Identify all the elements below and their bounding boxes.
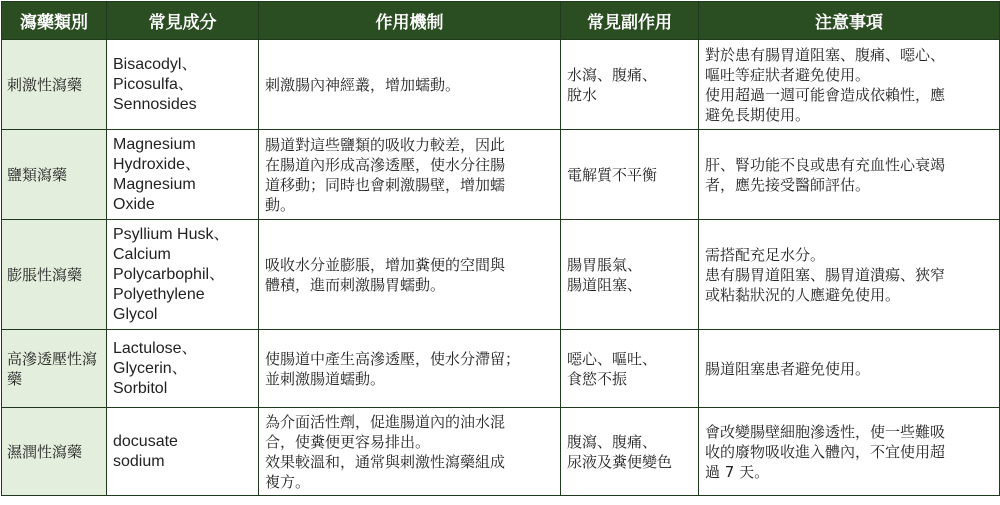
header-side-effects: 常見副作用 xyxy=(561,2,699,40)
notes-cell xyxy=(699,130,1000,220)
ingredient-line: Picosulfa、 xyxy=(113,75,194,93)
table-row xyxy=(2,130,1000,220)
side-effect-line: 腸胃脹氣、 xyxy=(567,255,643,274)
side-effect-line: 尿液及糞便變色 xyxy=(567,452,673,471)
ingredient-line: docusate xyxy=(113,432,178,450)
category-cell: 鹽類瀉藥 xyxy=(2,130,107,220)
notes-line: 避免長期使用。 xyxy=(705,105,811,124)
ingredients-cell xyxy=(107,330,259,408)
ingredient-line: Hydroxide、 xyxy=(113,155,202,173)
mechanism-line: 使腸道中產生高滲透壓，使水分滯留； xyxy=(265,349,521,368)
laxative-comparison-table xyxy=(1,1,1000,496)
ingredients-cell xyxy=(107,220,259,330)
mechanism-cell xyxy=(259,40,561,130)
ingredient-line: Bisacodyl、 xyxy=(113,55,198,73)
ingredient-line: Magnesium xyxy=(113,175,196,193)
mechanism-cell xyxy=(259,408,561,496)
side-effects-cell xyxy=(561,130,699,220)
notes-cell xyxy=(699,40,1000,130)
notes-line: 收的廢物吸收進入體內，不宜使用超 xyxy=(705,442,946,461)
table-row xyxy=(2,330,1000,408)
ingredient-line: Calcium xyxy=(113,245,171,263)
ingredients-cell xyxy=(107,408,259,496)
notes-line: 者，應先接受醫師評估。 xyxy=(705,175,871,194)
ingredient-line: Glycerin、 xyxy=(113,359,188,377)
notes-line: 患有腸胃道阻塞、腸胃道潰瘍、狹窄 xyxy=(705,265,946,284)
notes-line: 對於患有腸胃道阻塞、腹痛、噁心、 xyxy=(705,45,946,64)
ingredient-line: Polycarbophil、 xyxy=(113,265,226,283)
ingredient-line: Sennosides xyxy=(113,95,197,113)
notes-cell xyxy=(699,330,1000,408)
notes-line: 使用超過一週可能會造成依賴性，應 xyxy=(705,85,946,104)
side-effects-cell xyxy=(561,330,699,408)
notes-line: 會改變腸壁細胞滲透性，使一些難吸 xyxy=(705,422,946,441)
table-body xyxy=(2,40,1000,496)
header-row xyxy=(2,2,1000,40)
ingredient-line: Polyethylene xyxy=(113,285,205,303)
header-ingredients: 常見成分 xyxy=(107,2,259,40)
ingredient-line: Sorbitol xyxy=(113,379,168,397)
table-row xyxy=(2,220,1000,330)
side-effect-line: 腹瀉、腹痛、 xyxy=(567,432,658,451)
category-cell: 刺激性瀉藥 xyxy=(2,40,107,130)
ingredient-line: Lactulose、 xyxy=(113,339,198,357)
side-effect-line: 脫水 xyxy=(567,85,598,104)
mechanism-cell xyxy=(259,220,561,330)
mechanism-line: 刺激腸內神經叢，增加蠕動。 xyxy=(265,75,461,94)
category-cell: 膨脹性瀉藥 xyxy=(2,220,107,330)
notes-cell xyxy=(699,408,1000,496)
category-cell: 濕潤性瀉藥 xyxy=(2,408,107,496)
ingredient-line: sodium xyxy=(113,452,165,470)
side-effect-line: 水瀉、腹痛、 xyxy=(567,65,658,84)
ingredients-cell xyxy=(107,130,259,220)
notes-line: 過 7 天。 xyxy=(705,462,770,481)
side-effect-line: 腸道阻塞、 xyxy=(567,275,643,294)
mechanism-line: 在腸道內形成高滲透壓，使水分往腸 xyxy=(265,155,506,174)
notes-line: 需搭配充足水分。 xyxy=(705,245,826,264)
mechanism-line: 體積，進而刺激腸胃蠕動。 xyxy=(265,275,446,294)
side-effect-line: 噁心、嘔吐、 xyxy=(567,349,658,368)
notes-cell xyxy=(699,220,1000,330)
side-effects-cell xyxy=(561,40,699,130)
side-effects-cell xyxy=(561,408,699,496)
header-category: 瀉藥類別 xyxy=(2,2,107,40)
mechanism-line: 複方。 xyxy=(265,472,311,491)
ingredient-line: Glycol xyxy=(113,305,158,323)
mechanism-cell xyxy=(259,330,561,408)
mechanism-line: 腸道對這些鹽類的吸收力較差，因此 xyxy=(265,135,506,154)
mechanism-line: 為介面活性劑，促進腸道內的油水混 xyxy=(265,412,506,431)
mechanism-line: 效果較溫和，通常與刺激性瀉藥組成 xyxy=(265,452,506,471)
notes-line: 嘔吐等症狀者避免使用。 xyxy=(705,65,871,84)
table-header xyxy=(2,2,1000,40)
mechanism-cell xyxy=(259,130,561,220)
ingredient-line: Psyllium Husk、 xyxy=(113,225,230,243)
notes-line: 或粘黏狀況的人應避免使用。 xyxy=(705,285,901,304)
category-cell: 高滲透壓性瀉藥 xyxy=(2,330,107,408)
header-mechanism: 作用機制 xyxy=(259,2,561,40)
mechanism-line: 並刺激腸道蠕動。 xyxy=(265,369,386,388)
header-notes: 注意事項 xyxy=(699,2,1000,40)
side-effect-line: 食慾不振 xyxy=(567,369,628,388)
side-effects-cell xyxy=(561,220,699,330)
mechanism-line: 動。 xyxy=(265,195,296,214)
mechanism-line: 道移動；同時也會刺激腸壁，增加蠕 xyxy=(265,175,506,194)
ingredient-line: Oxide xyxy=(113,195,155,213)
mechanism-line: 合，使糞便更容易排出。 xyxy=(265,432,431,451)
mechanism-line: 吸收水分並膨脹，增加糞便的空間與 xyxy=(265,255,506,274)
ingredients-cell xyxy=(107,40,259,130)
ingredient-line: Magnesium xyxy=(113,135,196,153)
table-row xyxy=(2,40,1000,130)
notes-line: 肝、腎功能不良或患有充血性心衰竭 xyxy=(705,155,946,174)
side-effect-line: 電解質不平衡 xyxy=(567,165,658,184)
table-row xyxy=(2,408,1000,496)
notes-line: 腸道阻塞患者避免使用。 xyxy=(705,359,871,378)
